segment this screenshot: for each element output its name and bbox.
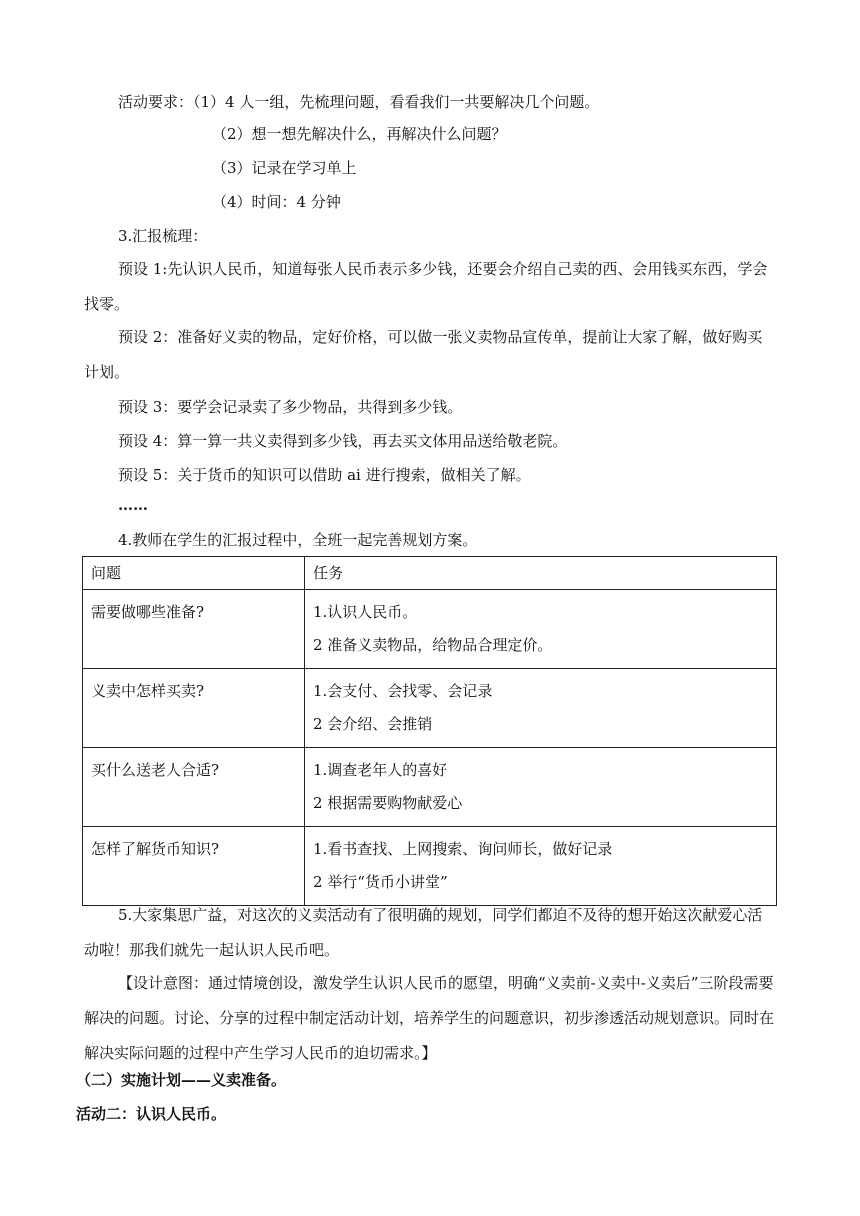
step3-heading: 3.汇报梳理： — [118, 227, 208, 245]
step4-heading: 4.教师在学生的汇报过程中，全班一起完善规划方案。 — [118, 531, 478, 549]
preset-3: 预设 3：要学会记录卖了多少物品，共得到多少钱。 — [118, 398, 463, 416]
activity-requirement-4: （4）时间：4 分钟 — [212, 193, 341, 211]
header-task: 任务 — [305, 557, 777, 590]
activity2-heading: 活动二：认识人民币。 — [76, 1105, 227, 1123]
step5-paragraph: 5.大家集思广益，对这次的义卖活动有了很明确的规划，同学们都迫不及待的想开始这次献爱心活动啦！那我们就先一起认识人民币吧。 — [84, 906, 763, 959]
table-row — [83, 669, 777, 748]
plan-table — [82, 556, 777, 906]
row-question: 买什么送老人合适? — [83, 748, 305, 827]
ellipsis: …… — [118, 496, 148, 514]
task-line: 2 举行“货币小讲堂” — [313, 873, 448, 891]
task-line: 1.会支付、会找零、会记录 — [313, 682, 493, 700]
activity-requirement-2: （2）想一想先解决什么，再解决什么问题？ — [212, 125, 507, 143]
section2-heading: （二）实施计划——义卖准备。 — [76, 1071, 287, 1089]
table-header-row — [83, 557, 777, 590]
activity-requirement-3: （3）记录在学习单上 — [212, 159, 357, 177]
task-line: 1.认识人民币。 — [313, 603, 418, 621]
row-tasks — [305, 748, 777, 827]
table-row — [83, 827, 777, 906]
activity-requirement-1: 活动要求：（1）4 人一组，先梳理问题，看看我们一共要解决几个问题。 — [118, 93, 600, 111]
table-row — [83, 748, 777, 827]
row-tasks — [305, 669, 777, 748]
preset-5: 预设 5：关于货币的知识可以借助 ai 进行搜索，做相关了解。 — [118, 466, 531, 484]
task-line: 1.调查老年人的喜好 — [313, 761, 448, 779]
preset-4: 预设 4：算一算一共义卖得到多少钱，再去买文体用品送给敬老院。 — [118, 432, 568, 450]
preset-2: 预设 2：准备好义卖的物品，定好价格，可以做一张义卖物品宣传单，提前让大家了解，做好购买计划。 — [84, 328, 763, 381]
row-question: 怎样了解货币知识? — [83, 827, 305, 906]
preset-1: 预设 1:先认识人民币，知道每张人民币表示多少钱，还要会介绍自己卖的西、会用钱买东西，学会找零。 — [84, 260, 768, 313]
table-row — [83, 590, 777, 669]
row-question: 需要做哪些准备? — [83, 590, 305, 669]
row-tasks — [305, 827, 777, 906]
task-line: 2 根据需要购物献爱心 — [313, 794, 463, 812]
task-line: 2 会介绍、会推销 — [313, 715, 433, 733]
task-line: 1.看书查找、上网搜索、询问师长，做好记录 — [313, 840, 613, 858]
task-line: 2 准备义卖物品，给物品合理定价。 — [313, 636, 553, 654]
design-intent-paragraph: 【设计意图：通过情境创设，激发学生认识人民币的愿望，明确“义卖前-义卖中-义卖后”三阶段需要解决的问题。讨论、分享的过程中制定活动计划，培养学生的问题意识，初步渗透活动规划意识。同时在解决实际问题的过程中产生学习人民币的迫切需求。】 — [84, 974, 775, 1062]
row-question: 义卖中怎样买卖? — [83, 669, 305, 748]
row-tasks — [305, 590, 777, 669]
header-question: 问题 — [83, 557, 305, 590]
